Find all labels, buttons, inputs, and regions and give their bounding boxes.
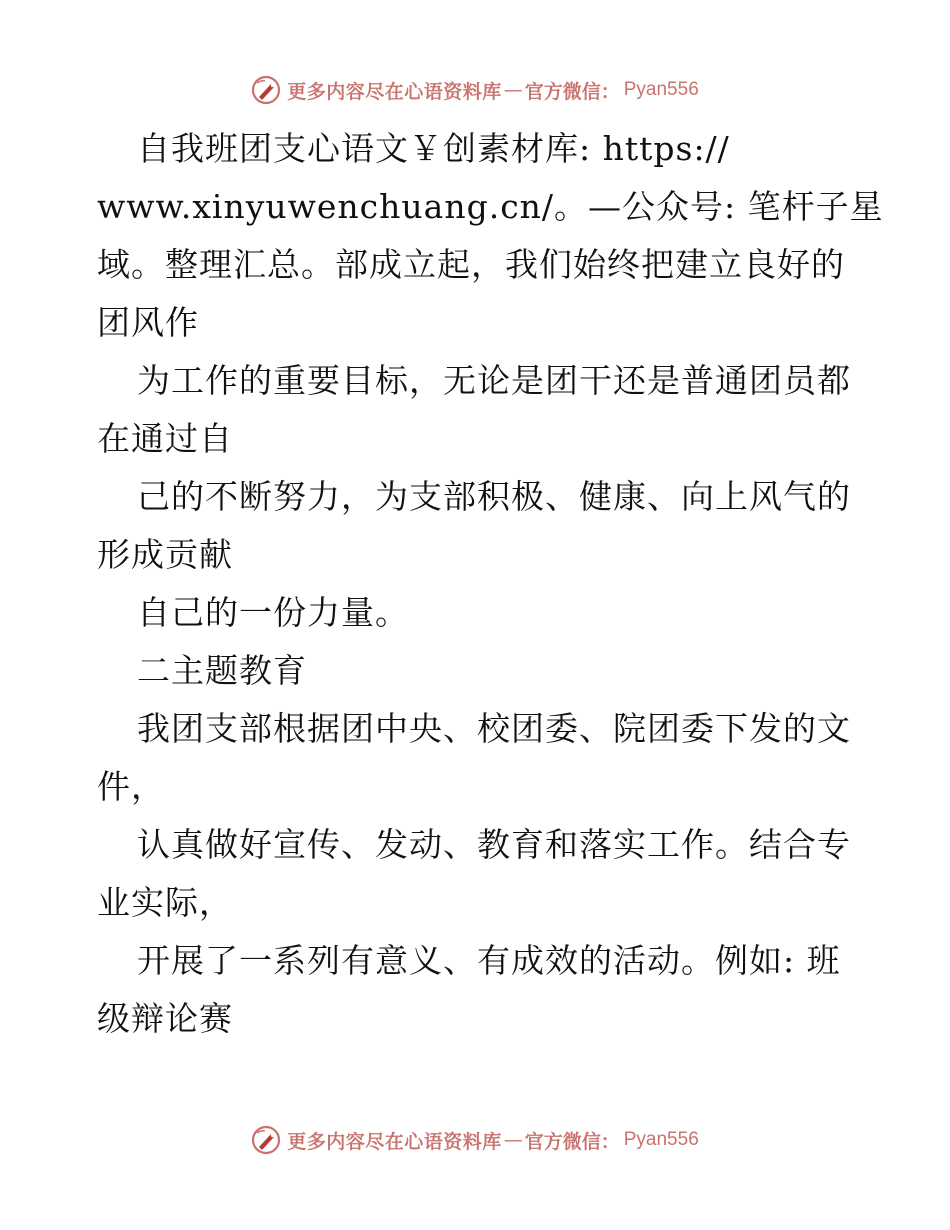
header-wechat-account: Pyan556 bbox=[623, 79, 699, 100]
body-line: 级辩论赛 bbox=[97, 999, 233, 1038]
section-heading: 二主题教育 bbox=[137, 651, 307, 690]
pen-nib-logo-icon bbox=[251, 75, 281, 105]
body-line: 团风作 bbox=[97, 303, 199, 342]
body-line: 己的不断努力，为支部积极、健康、向上风气的 bbox=[137, 477, 851, 516]
body-line: 为工作的重要目标，无论是团干还是普通团员都 bbox=[137, 361, 851, 400]
header-wechat-label: 官方微信： bbox=[524, 80, 620, 103]
footer-wechat-label: 官方微信： bbox=[524, 1130, 620, 1153]
body-line: 自我班团支心语文￥创素材库: https:// bbox=[137, 129, 730, 168]
header-brand-text: 更多内容尽在心语资料库 bbox=[287, 80, 502, 103]
body-line: 业实际， bbox=[97, 883, 233, 922]
body-line: 形成贡献 bbox=[97, 535, 233, 574]
footer-banner bbox=[0, 1120, 950, 1160]
document-body bbox=[97, 120, 884, 1048]
header-banner bbox=[0, 70, 950, 110]
body-line: www.xinyuwenchuang.cn/。—公众号: 笔杆子星 bbox=[97, 187, 884, 226]
pen-nib-logo-icon bbox=[251, 1125, 281, 1155]
body-line: 件， bbox=[97, 767, 165, 806]
body-line: 在通过自 bbox=[97, 419, 233, 458]
footer-brand-text: 更多内容尽在心语资料库 bbox=[287, 1130, 502, 1153]
body-line: 我团支部根据团中央、校团委、院团委下发的文 bbox=[137, 709, 851, 748]
body-line: 自己的一份力量。 bbox=[137, 593, 409, 632]
footer-wechat-account: Pyan556 bbox=[623, 1129, 699, 1150]
header-separator: — bbox=[503, 79, 523, 101]
body-line: 域。整理汇总。部成立起，我们始终把建立良好的 bbox=[97, 245, 845, 284]
body-line: 认真做好宣传、发动、教育和落实工作。结合专 bbox=[137, 825, 851, 864]
body-line: 开展了一系列有意义、有成效的活动。例如: 班 bbox=[137, 941, 841, 980]
footer-separator: — bbox=[503, 1129, 523, 1151]
